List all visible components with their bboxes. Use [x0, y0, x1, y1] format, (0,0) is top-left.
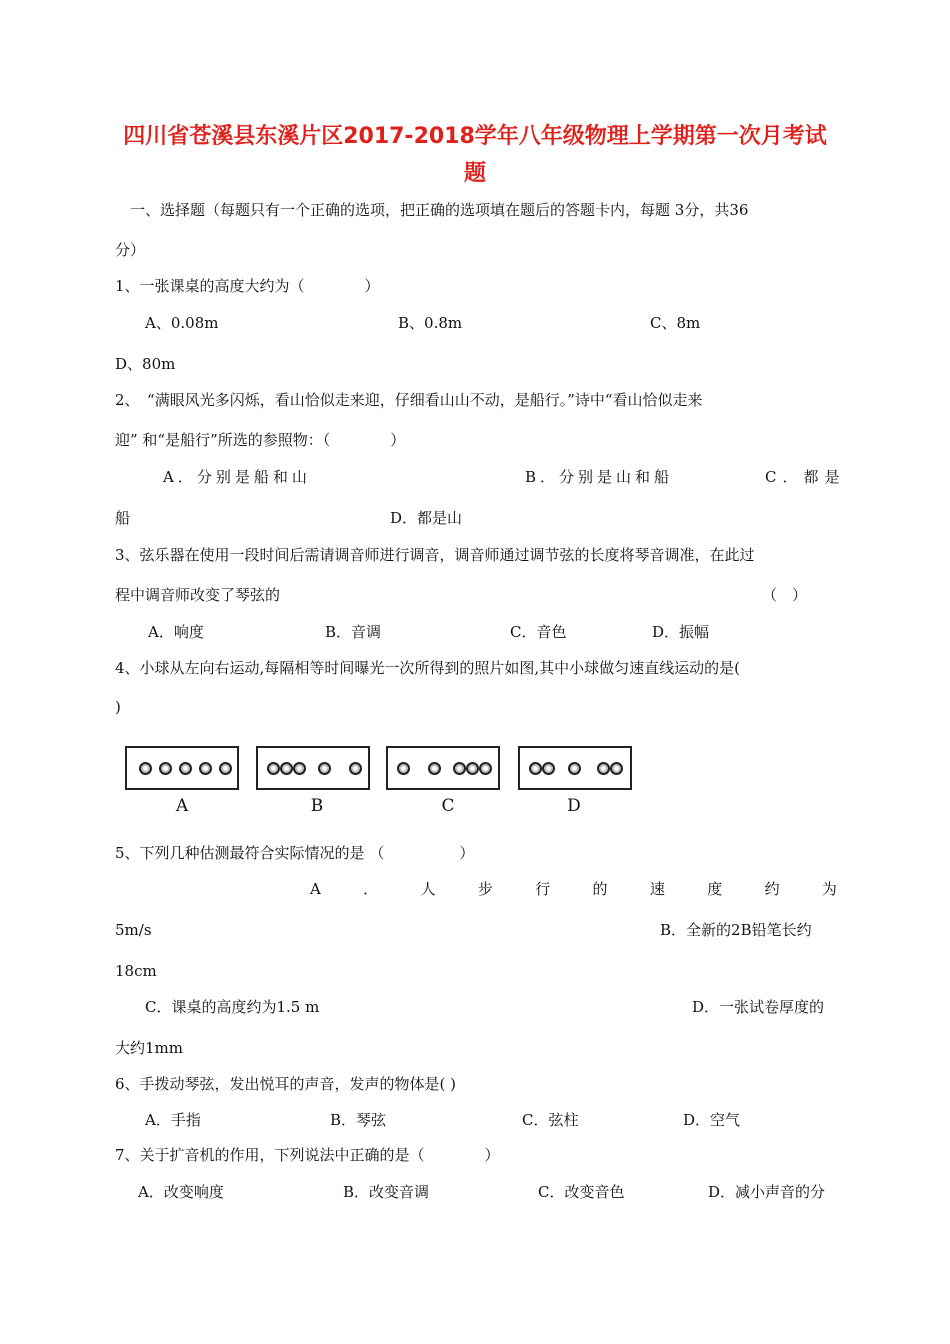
- q4-stem-1: 4、小球从左向右运动,每隔相等时间曝光一次所得到的照片如图,其中小球做匀速直线运动的是(: [115, 659, 740, 677]
- q6-option-d: D．空气: [683, 1111, 741, 1129]
- q7-option-c: C．改变音色: [538, 1183, 625, 1201]
- section-heading: 一、选择题（每题只有一个正确的选项，把正确的选项填在题后的答题卡内，每题 3分，共36: [130, 201, 749, 219]
- ball: [453, 762, 466, 775]
- q2-stem-2: 迎” 和“是船行”所选的参照物：（ ）: [115, 431, 406, 449]
- ball: [219, 762, 232, 775]
- figure-label-b: B: [310, 796, 324, 816]
- photo-d: [518, 746, 632, 790]
- figure-label-c: C: [441, 796, 455, 816]
- ball: [199, 762, 212, 775]
- q2-option-b: B．分别是山和船: [525, 468, 674, 486]
- q3-option-a: A．响度: [148, 623, 204, 641]
- ball: [529, 762, 542, 775]
- q5-a-char: 步: [477, 880, 493, 898]
- q1-option-b: B、0.8m: [398, 314, 463, 332]
- q2-option-c: C．都是: [765, 468, 846, 486]
- ball: [466, 762, 479, 775]
- q5-a-char: 的: [592, 880, 608, 898]
- title-line-1: 四川省苍溪县东溪片区2017-2018学年八年级物理上学期第一次月考试: [123, 124, 827, 149]
- q5-option-b: B．全新的2B铅笔长约: [660, 921, 812, 939]
- ball: [267, 762, 280, 775]
- q6-option-a: A．手指: [145, 1111, 201, 1129]
- ball: [542, 762, 555, 775]
- q6-option-c: C．弦柱: [522, 1111, 579, 1129]
- ball: [397, 762, 410, 775]
- q5-option-b-cont: 18cm: [115, 962, 157, 980]
- q7-option-b: B．改变音调: [343, 1183, 430, 1201]
- q3-option-d: D．振幅: [652, 623, 710, 641]
- q5-option-c: C．课桌的高度约为1.5 m: [145, 998, 320, 1016]
- q1-option-c: C、8m: [650, 314, 701, 332]
- ball: [293, 762, 306, 775]
- section-heading-cont: 分）: [115, 241, 146, 259]
- ball: [479, 762, 492, 775]
- q7-option-a: A．改变响度: [138, 1183, 224, 1201]
- q3-answer-bracket: （ ）: [762, 586, 808, 604]
- q1-stem: 1、一张课桌的高度大约为（ ）: [115, 277, 380, 295]
- ball: [568, 762, 581, 775]
- q3-option-b: B．音调: [325, 623, 382, 641]
- q5-option-d-cont: 大约1mm: [115, 1039, 183, 1057]
- q6-option-b: B．琴弦: [330, 1111, 387, 1129]
- ball: [280, 762, 293, 775]
- q6-stem: 6、手拨动琴弦，发出悦耳的声音，发声的物体是( ): [115, 1075, 457, 1093]
- q5-option-d: D．一张试卷厚度的: [692, 998, 825, 1016]
- title-line-2: 题: [463, 161, 486, 186]
- q5-a-char: 度: [707, 880, 723, 898]
- q2-option-c-cont: 船: [115, 509, 131, 527]
- ball: [610, 762, 623, 775]
- ball: [159, 762, 172, 775]
- photo-a: [125, 746, 239, 790]
- q5-option-a: [310, 882, 837, 897]
- q5-option-a-cont: 5m/s: [115, 921, 152, 939]
- q5-a-char: 约: [764, 880, 780, 898]
- ball: [428, 762, 441, 775]
- q7-stem: 7、关于扩音机的作用，下列说法中正确的是（ ）: [115, 1146, 500, 1164]
- photo-c: [386, 746, 500, 790]
- q1-option-d: D、80m: [115, 355, 176, 373]
- ball: [318, 762, 331, 775]
- q3-option-c: C．音色: [510, 623, 567, 641]
- q3-stem-2: 程中调音师改变了琴弦的: [115, 586, 281, 604]
- q5-stem: 5、下列几种估测最符合实际情况的是 （ ）: [115, 844, 475, 862]
- q7-option-d: D．减小声音的分: [708, 1183, 826, 1201]
- q5-a-char: ．: [363, 880, 379, 898]
- ball: [139, 762, 152, 775]
- q3-stem-1: 3、弦乐器在使用一段时间后需请调音师进行调音，调音师通过调节弦的长度将琴音调准，在此过: [115, 546, 755, 564]
- ball: [179, 762, 192, 775]
- q2-option-d: D．都是山: [390, 509, 463, 527]
- q5-a-char: 行: [535, 880, 551, 898]
- photo-b: [256, 746, 370, 790]
- q5-a-char: 速: [649, 880, 665, 898]
- q1-option-a: A、0.08m: [145, 314, 219, 332]
- figure-label-a: A: [175, 796, 189, 816]
- q5-a-char: A: [310, 880, 321, 898]
- ball: [349, 762, 362, 775]
- q2-stem-1: 2、 “满眼风光多闪烁，看山恰似走来迎，仔细看山山不动，是船行。”诗中“看山恰似走来: [115, 391, 703, 409]
- figure-label-d: D: [567, 796, 581, 816]
- ball: [597, 762, 610, 775]
- q4-stem-2: ): [115, 698, 121, 716]
- q5-a-char: 为: [821, 880, 837, 898]
- q5-a-char: 人: [420, 880, 436, 898]
- q2-option-a: A．分别是船和山: [163, 468, 311, 486]
